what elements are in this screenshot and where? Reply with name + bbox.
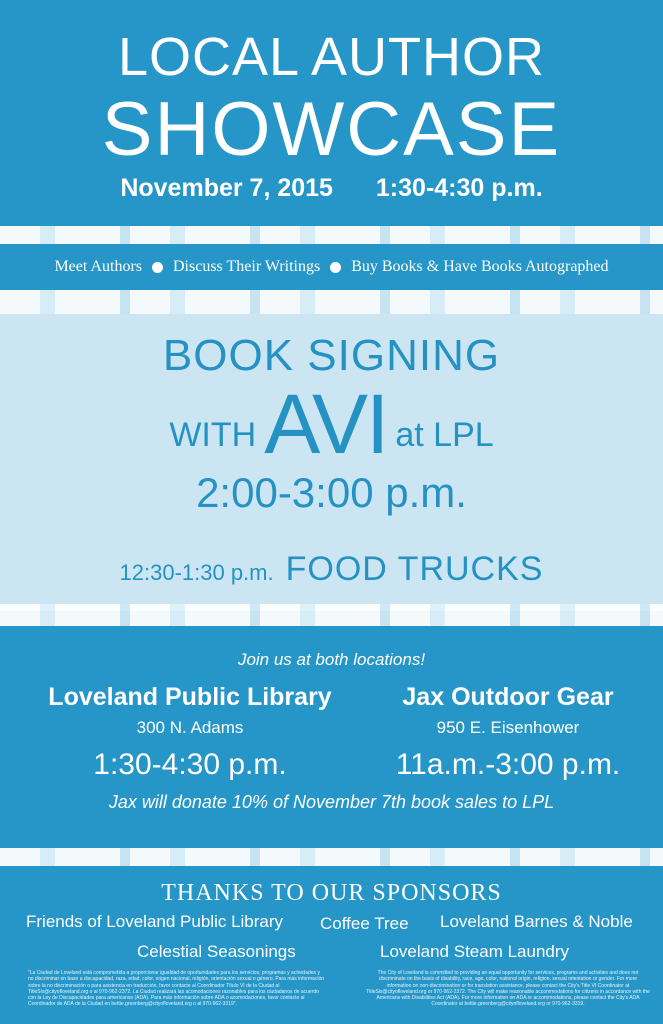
book-signing-heading: BOOK SIGNING	[162, 331, 501, 380]
library-address: 300 N. Adams	[136, 717, 244, 737]
brush-divider-2	[0, 290, 663, 314]
sponsor-steam-laundry: Loveland Steam Laundry	[380, 942, 570, 961]
library-hours: 1:30-4:30 p.m.	[93, 747, 287, 781]
feature-buy-books: Buy Books & Have Books Autographed	[351, 258, 609, 275]
title-line2: SHOWCASE	[101, 87, 562, 172]
sponsor-celestial: Celestial Seasonings	[137, 942, 296, 961]
sponsor-friends-library: Friends of Loveland Public Library	[26, 912, 284, 931]
bullet-icon	[152, 262, 163, 273]
fine-print-english: The City of Loveland is committed to providing an equal opportunity for services, programs and activities and does not discriminate on the basis of disability, race, age, color, national origin, religion, sexual orientation or gender. For more information on non-discrimination or for translation assistance, please contact the City's Title VI Coordinator at TitleSix@cityofloveland.org or 970-962-2372. The City will make reasonable accommodations for citizens in accordance with the Americans with Disabilities Act (ADA). For more information on ADA or accommodations, please contact the City's ADA Coordinator at bettie.greenberg@cityofloveland.org or 970-962-3319.	[366, 970, 650, 1008]
jax-name: Jax Outdoor Gear	[402, 683, 614, 711]
features-bar	[0, 248, 663, 286]
brush-divider-1	[0, 226, 663, 244]
locations-section	[0, 626, 663, 846]
date-time-line	[0, 176, 663, 201]
jax-hours: 11a.m.-3:00 p.m.	[395, 747, 621, 781]
header-section	[0, 0, 663, 230]
sponsors-section	[0, 866, 663, 1024]
food-trucks-line	[0, 552, 663, 586]
signing-time: 2:00-3:00 p.m.	[196, 469, 467, 516]
food-label: FOOD TRUCKS	[285, 550, 544, 588]
join-text: Join us at both locations!	[237, 650, 426, 669]
feature-meet-authors: Meet Authors	[54, 258, 142, 275]
fine-print-spanish: "La Ciudad de Loveland está comprometida a proporcionar igualdad de oportunidades para los servicios, programas y actividades y no discriminar en base a discapacidad, raza, edad, color, origen nacional, religión, orientación sexual o género. Para más información sobre la no discriminación o para asistencia en traducción, favor contacte al Coordinador Título VI de la Ciudad al TitleSix@cityofloveland.org o al 970-962-2372. La Ciudad realizará las acomodaciones razonables para los ciudadanos de acuerdo con la Ley de Discapacidades para americanos (ADA). Para más información sobre ADA o acomodaciones, favor contacte al Coordinador de ADA de la Ciudad en bettie.greenberg@cityofloveland.org o al 970-962-3319".	[28, 970, 325, 1008]
location-jax	[368, 684, 648, 782]
sponsors-title: THANKS TO OUR SPONSORS	[161, 880, 502, 906]
donation-text: Jax will donate 10% of November 7th book sales to LPL	[108, 792, 555, 812]
with-text: WITH	[169, 416, 257, 454]
at-location-text: at LPL	[395, 416, 494, 454]
book-signing-section	[0, 314, 663, 611]
food-time: 12:30-1:30 p.m.	[119, 560, 274, 585]
author-name: AVI	[264, 377, 388, 471]
brush-divider-3	[0, 604, 663, 626]
library-name: Loveland Public Library	[48, 683, 332, 711]
bullet-icon	[330, 262, 341, 273]
author-line	[0, 377, 663, 471]
location-library	[20, 684, 360, 782]
sponsor-coffee-tree: Coffee Tree	[320, 914, 409, 933]
brush-divider-4	[0, 848, 663, 866]
sponsor-barnes-noble: Loveland Barnes & Noble	[440, 912, 633, 931]
feature-discuss: Discuss Their Writings	[173, 258, 321, 275]
jax-address: 950 E. Eisenhower	[436, 717, 580, 737]
event-time: 1:30-4:30 p.m.	[375, 174, 543, 202]
title-line1: LOCAL AUTHOR	[117, 27, 546, 87]
event-date: November 7, 2015	[120, 174, 333, 202]
